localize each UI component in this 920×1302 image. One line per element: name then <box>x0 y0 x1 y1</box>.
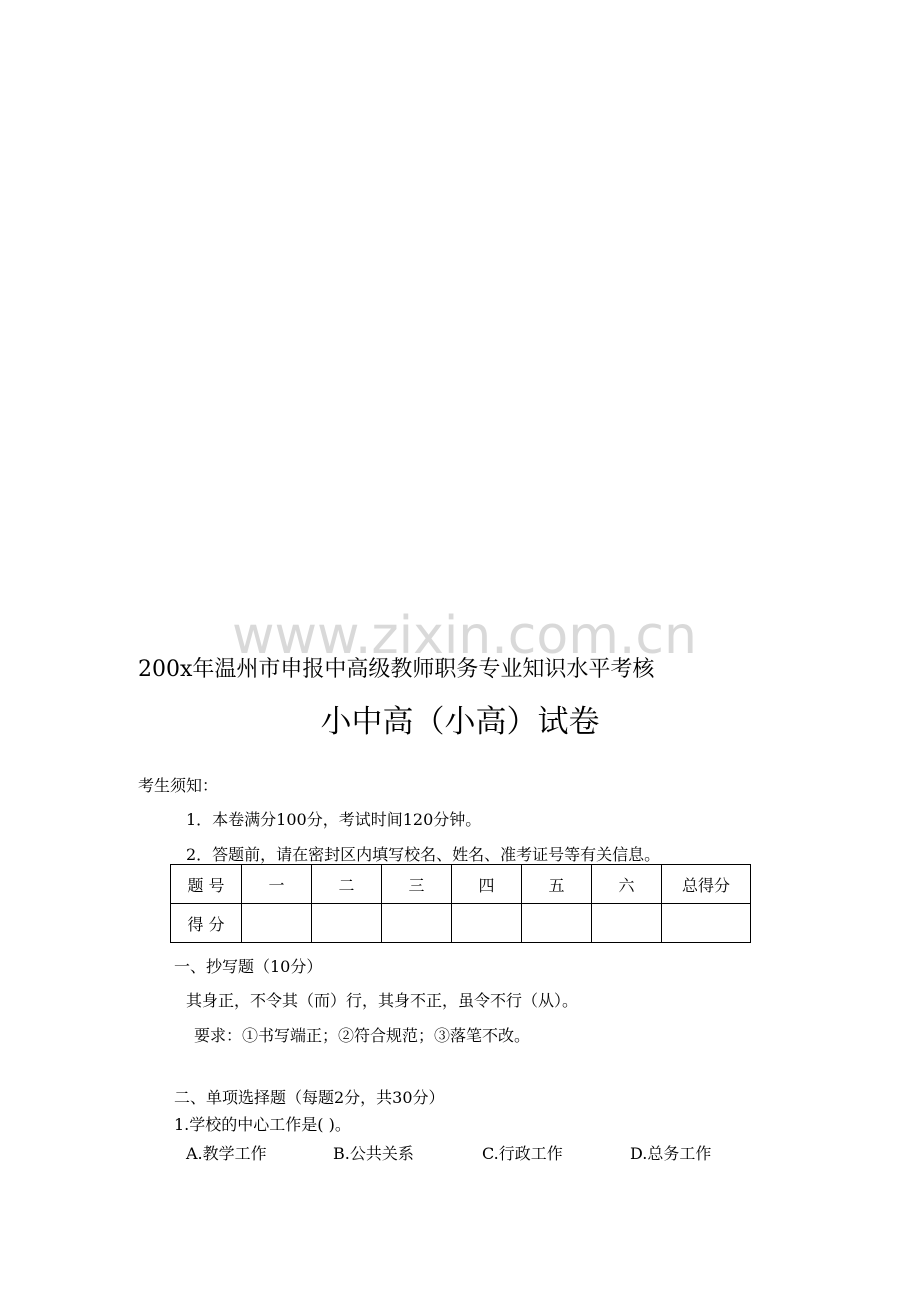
score-input-cell[interactable] <box>662 904 751 943</box>
table-cell: 六 <box>592 865 662 904</box>
notice-item-2: 2．答题前，请在密封区内填写校名、姓名、准考证号等有关信息。 <box>186 845 661 864</box>
score-input-cell[interactable] <box>382 904 452 943</box>
score-table <box>170 864 751 943</box>
table-cell: 得 分 <box>171 904 242 943</box>
table-cell: 四 <box>452 865 522 904</box>
score-input-cell[interactable] <box>312 904 382 943</box>
option-c: C.行政工作 <box>482 1144 563 1163</box>
table-cell: 五 <box>522 865 592 904</box>
section2-heading: 二、单项选择题（每题2分，共30分） <box>174 1088 445 1107</box>
score-table-score-row <box>171 904 751 943</box>
section1-heading: 一、抄写题（10分） <box>174 957 323 976</box>
score-table-header-row <box>171 865 751 904</box>
exam-header: 200x年温州市申报中高级教师职务专业知识水平考核 <box>138 657 655 682</box>
table-cell: 一 <box>242 865 312 904</box>
section1-requirement: 要求：①书写端正；②符合规范；③落笔不改。 <box>194 1026 531 1045</box>
option-d: D.总务工作 <box>630 1144 712 1163</box>
table-cell: 二 <box>312 865 382 904</box>
score-input-cell[interactable] <box>522 904 592 943</box>
score-input-cell[interactable] <box>452 904 522 943</box>
question-1: 1.学校的中心工作是( )。 <box>174 1115 351 1134</box>
option-a: A.教学工作 <box>186 1144 267 1163</box>
exam-title: 小中高（小高）试卷 <box>320 704 600 740</box>
score-input-cell[interactable] <box>242 904 312 943</box>
watermark: www.zixin.com.cn <box>232 606 697 666</box>
table-cell: 题 号 <box>171 865 242 904</box>
table-cell: 总得分 <box>662 865 751 904</box>
option-b: B.公共关系 <box>333 1144 414 1163</box>
section1-text: 其身正，不令其（而）行，其身不正，虽令不行（从）。 <box>186 991 579 1010</box>
notice-heading: 考生须知： <box>138 776 219 795</box>
score-input-cell[interactable] <box>592 904 662 943</box>
notice-item-1: 1．本卷满分100分，考试时间120分钟。 <box>186 810 482 829</box>
table-cell: 三 <box>382 865 452 904</box>
